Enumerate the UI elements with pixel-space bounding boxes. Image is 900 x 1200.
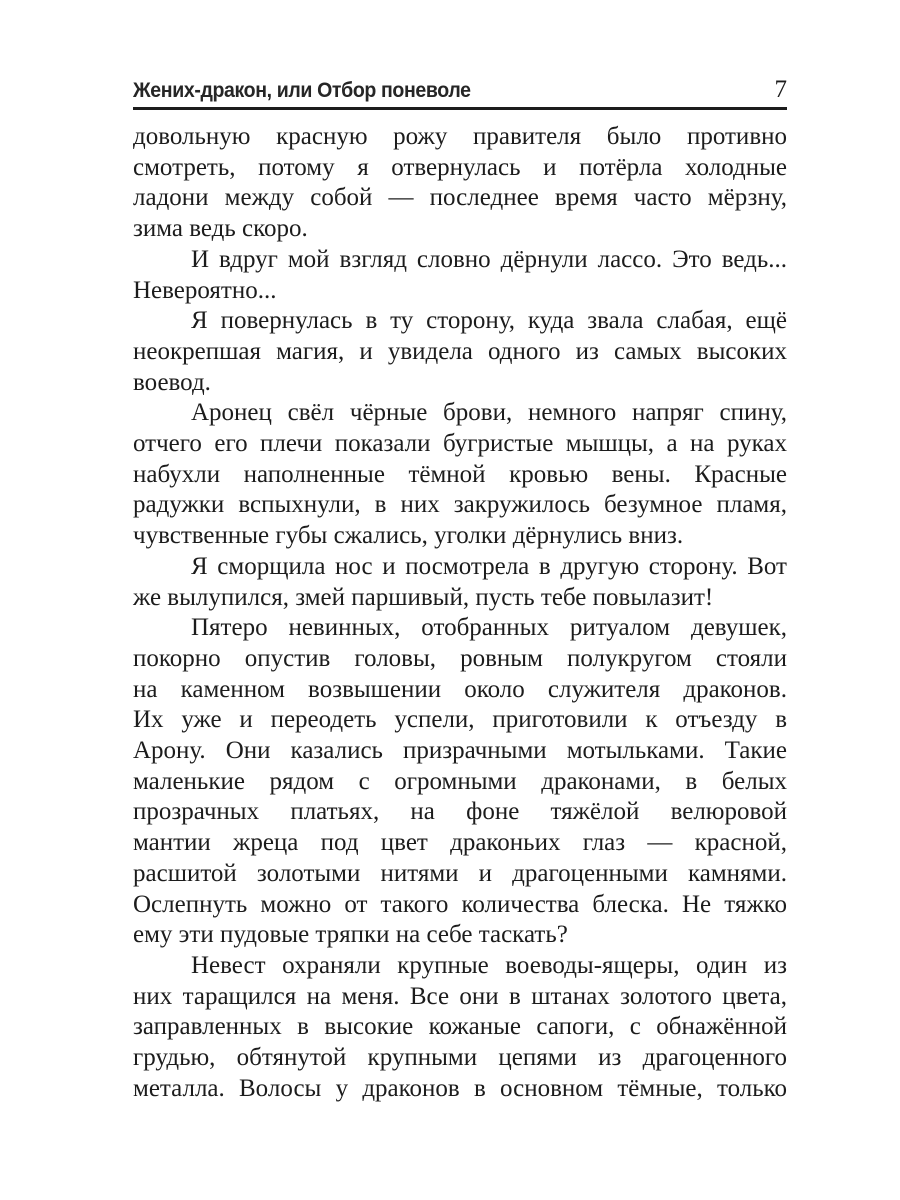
- text-line: них таращился на меня. Все они в штанах золотого цвета,: [133, 982, 787, 1010]
- text-line: Арону. Они казались призрачными мотыльками. Такие: [133, 737, 787, 765]
- text-line: смотреть, потому я отвернулась и потёрла холодные: [133, 153, 787, 181]
- text-line: И вдруг мой взгляд словно дёрнули лассо. Это ведь...: [191, 245, 787, 273]
- text-line: же вылупился, змей паршивый, пусть тебе повылазит!: [133, 583, 714, 611]
- page-body: [133, 122, 787, 1105]
- text-line: радужки вспыхнули, в них закружилось безумное пламя,: [133, 491, 787, 519]
- book-title-header: Жених-дракон, или Отбор поневоле: [133, 79, 471, 102]
- text-line: Я сморщила нос и посмотрела в другую сторону. Вот: [191, 552, 787, 580]
- text-line: неокрепшая магия, и увидела одного из самых высоких: [133, 337, 787, 365]
- text-line: металла. Волосы у драконов в основном тёмные, только: [133, 1074, 787, 1102]
- text-line: Пятеро невинных, отобранных ритуалом девушек,: [191, 614, 787, 642]
- text-line: Невест охраняли крупные воеводы-ящеры, один из: [191, 951, 787, 979]
- text-line: Аронец свёл чёрные брови, немного напряг спину,: [191, 399, 787, 427]
- text-line: Их уже и переодеть успели, приготовили к отъезду в: [133, 706, 787, 734]
- text-line: ладони между собой — последнее время часто мёрзну,: [133, 184, 787, 212]
- text-line: Невероятно...: [133, 276, 277, 304]
- text-line: набухли наполненные тёмной кровью вены. Красные: [133, 460, 787, 488]
- text-line: Я повернулась в ту сторону, куда звала слабая, ещё: [191, 307, 787, 335]
- text-line: на каменном возвышении около служителя драконов.: [133, 675, 787, 703]
- text-line: мантии жреца под цвет драконьих глаз — красной,: [133, 829, 787, 857]
- text-line: заправленных в высокие кожаные сапоги, с обнажённой: [133, 1013, 787, 1041]
- page-number: 7: [774, 76, 787, 103]
- text-line: маленькие рядом с огромными драконами, в белых: [133, 767, 787, 795]
- text-line: зима ведь скоро.: [133, 215, 308, 243]
- text-line: довольную красную рожу правителя было противно: [133, 123, 787, 150]
- text-line: покорно опустив головы, ровным полукругом стояли: [133, 644, 787, 672]
- text-line: чувственные губы сжались, уголки дёрнулись вниз.: [133, 522, 684, 550]
- text-line: прозрачных платьях, на фоне тяжёлой велюровой: [133, 798, 787, 826]
- text-line: грудью, обтянутой крупными цепями из драгоценного: [133, 1044, 787, 1072]
- text-line: отчего его плечи показали бугристые мышцы, а на руках: [133, 430, 787, 458]
- text-line: расшитой золотыми нитями и драгоценными камнями.: [133, 859, 787, 887]
- text-line: Ослепнуть можно от такого количества блеска. Не тяжко: [133, 890, 787, 918]
- running-header: [133, 76, 787, 104]
- text-line: воевод.: [133, 368, 211, 396]
- header-divider-rule: [133, 107, 787, 110]
- text-line: ему эти пудовые тряпки на себе таскать?: [133, 921, 568, 949]
